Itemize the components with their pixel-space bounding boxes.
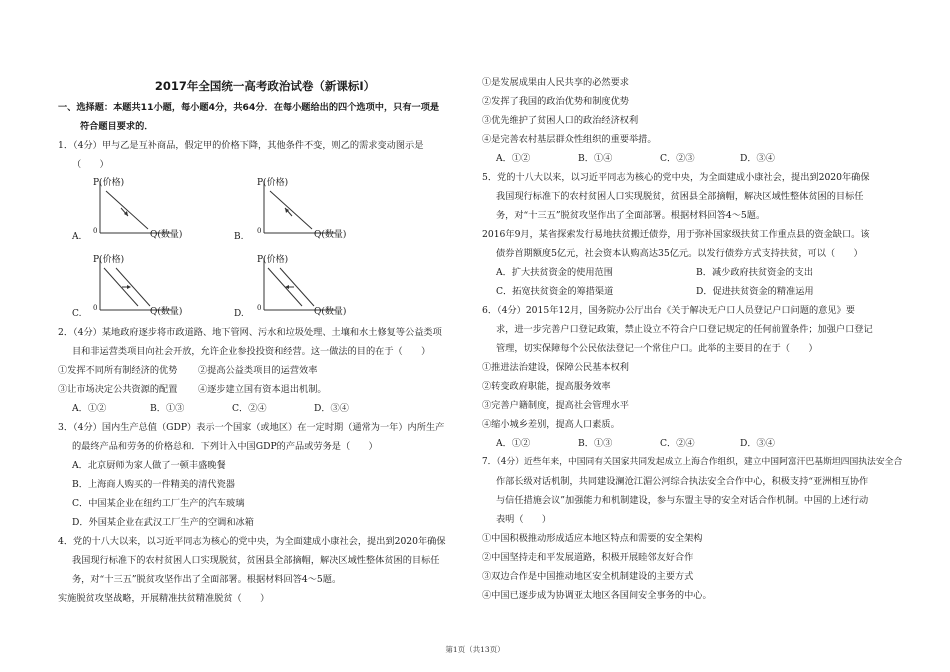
q6-choice-d: D．③④ [740,438,775,449]
q6-stem-cont: 求，进一步完善户口登记政策，禁止设立不符合户口登记规定的任何前置条件；加强户口登记 [496,324,873,335]
q6-stem: 6．（4分）2015年12月，国务院办公厅出台《关于解决无户口人员登记户口问题的意见》要 [482,305,855,316]
q1-a-origin: 0 [93,227,98,235]
q1-a-q-label: Q(数量) [150,230,183,240]
q4-item-1: ①是发展成果由人民共享的必然要求 [482,77,629,88]
q2-item-1: ①发挥不同所有制经济的优势 [58,365,178,376]
q2-item-4: ④逐步建立国有资本退出机制。 [198,384,327,395]
q3-stem-cont: 的最终产品和劳务的价格总和．下列计入中国GDP的产品或劳务是（ ） [72,441,378,452]
q3-option-c: C．中国某企业在纽约工厂生产的汽车玻璃 [72,498,245,509]
q6-item-2: ②转变政府职能，提高服务效率 [482,381,611,392]
q7-item-2: ②中国坚持走和平发展道路，积极开展睦邻友好合作 [482,552,694,563]
q5-stem-cont2: 务，对“十三五”脱贫攻坚作出了全面部署。根据材料回答4～5题。 [496,210,766,221]
q5-option-b: B．减少政府扶贫资金的支出 [696,267,814,278]
q7-stem: 7．（4分）近些年来，中国同有关国家共同发起成立上海合作组织，建立中国阿富汗巴基斯坦四国执法安全合 [482,457,903,467]
q6-item-1: ①推进法治建设，保障公民基本权利 [482,362,629,373]
q4-item-2: ②发挥了我国的政治优势和制度优势 [482,96,629,107]
q2-choice-c: C．②④ [232,403,267,414]
q5-stem-cont: 我国现行标准下的农村贫困人口实现脱贫，贫困县全部摘帽，解决区域性整体贫困的目标任 [496,191,864,202]
q1-blank: （ ） [72,159,109,170]
q6-stem-cont2: 管理，切实保障每个公民依法登记一个常住户口。此举的主要目的在于（ ） [496,343,818,354]
q3-option-b: B．上海商人购买的一件精美的清代瓷器 [72,479,235,490]
q2-stem: 2．（4分）某地政府逐步将市政道路、地下管网、污水和垃圾处理、土壤和水土修复等公益类项 [58,327,442,338]
q4-stem: 4．党的十八大以来，以习近平同志为核心的党中央，为全面建成小康社会，提出到2020年确保 [58,536,446,547]
q2-item-2: ②提高公益类项目的运营效率 [198,365,318,376]
q1-a-p-label: P(价格) [93,178,125,188]
q3-option-d: D．外国某企业在武汉工厂生产的空调和冰箱 [72,517,254,528]
q1-d-origin: 0 [257,304,262,312]
q7-stem-cont2: 与信任措施会议”加强能力和机制建设，参与东盟主导的安全对话合作机制。中国的上述行动 [496,495,869,506]
page-footer: 第1页（共13页） [445,645,505,654]
q4-choice-b: B．①④ [578,153,613,164]
q1-d-q-label: Q(数量) [314,307,347,317]
q7-item-1: ①中国积极推动形成适应本地区特点和需要的安全架构 [482,533,703,544]
q4-item-3: ③优先维护了贫困人口的政治经济权利 [482,115,639,126]
q6-item-3: ③完善户籍制度，提高社会管理水平 [482,400,629,411]
q1-option-d: D. [234,309,244,319]
q1-stem: 1．（4分）甲与乙是互补商品，假定甲的价格下降，其他条件不变，则乙的需求变动图示是 [58,140,424,151]
q5-option-c: C．拓宽扶贫资金的筹措渠道 [496,286,614,297]
q4-item-4: ④是完善农村基层群众性组织的重要举措。 [482,134,657,145]
q7-item-4: ④中国已逐步成为协调亚太地区各国间安全事务的中心。 [482,590,712,601]
q2-item-3: ③让市场决定公共资源的配置 [58,384,178,395]
q6-choice-c: C．②④ [660,438,695,449]
q2-choice-d: D．③④ [314,403,349,414]
q5-option-d: D．促进扶贫资金的精准运用 [696,286,814,297]
q6-choice-a: A．①② [496,438,531,449]
q7-stem-cont3: 表明（ ） [496,514,552,525]
q2-choice-a: A．①② [72,403,107,414]
q1-option-a: A. [72,232,82,242]
q1-option-c: C. [72,309,82,319]
q4-sub-question: 实施脱贫攻坚战略，开展精准扶贫精准脱贫（ ） [58,593,270,604]
q2-stem-cont: 目和非运营类项目向社会开放，允许企业参投投资和经营。这一做法的目的在于（ ） [72,346,431,357]
q6-choice-b: B．①③ [578,438,613,449]
section-heading-cont: 符合题目要求的． [80,121,154,132]
q5-material: 2016年9月，某省探索发行易地扶贫搬迁债券，用于弥补国家级扶贫工作重点县的资金缺口。该 [482,229,870,240]
q4-stem-cont2: 务，对“十三五”脱贫攻坚作出了全面部署。根据材料回答4～5题。 [72,574,342,585]
q4-choice-a: A．①② [496,153,531,164]
q1-c-origin: 0 [93,304,98,312]
q5-material-cont: 债券首期额度5亿元，社会资本认购高达35亿元。以发行债券方式支持扶贫，可以（ ） [496,248,863,259]
q4-choice-c: C．②③ [660,153,695,164]
q1-c-p-label: P(价格) [93,255,125,265]
q4-stem-cont: 我国现行标准下的农村贫困人口实现脱贫，贫困县全部摘帽，解决区域性整体贫困的目标任 [72,555,440,566]
q7-stem-cont: 作部长级对话机制，共同建设澜沧江湄公河综合执法安全合作中心，积极支持“亚洲相互协作 [496,476,869,487]
q1-option-b: B. [234,232,244,242]
q6-item-4: ④缩小城乡差别，提高人口素质。 [482,419,620,430]
section-heading: 一、选择题：本题共11小题，每小题4分，共64分．在每小题给出的四个选项中，只有一项是 [58,102,440,113]
q1-b-origin: 0 [257,227,262,235]
q1-b-p-label: P(价格) [257,178,289,188]
q7-item-3: ③双边合作是中国推动地区安全机制建设的主要方式 [482,571,694,582]
q3-option-a: A．北京厨师为家人做了一顿丰盛晚餐 [72,460,226,471]
q1-c-q-label: Q(数量) [150,307,183,317]
q2-choice-b: B．①③ [150,403,185,414]
q1-b-q-label: Q(数量) [314,230,347,240]
q3-stem: 3．（4分）国内生产总值（GDP）表示一个国家（或地区）在一定时期（通常为一年）内所生产 [58,422,445,433]
q4-choice-d: D．③④ [740,153,775,164]
q1-d-p-label: P(价格) [257,255,289,265]
q5-option-a: A．扩大扶贫资金的使用范围 [496,267,613,278]
q5-stem: 5．党的十八大以来，以习近平同志为核心的党中央，为全面建成小康社会，提出到2020年确保 [482,172,870,183]
paper-title: 2017年全国统一高考政治试卷（新课标Ⅰ） [154,79,376,93]
